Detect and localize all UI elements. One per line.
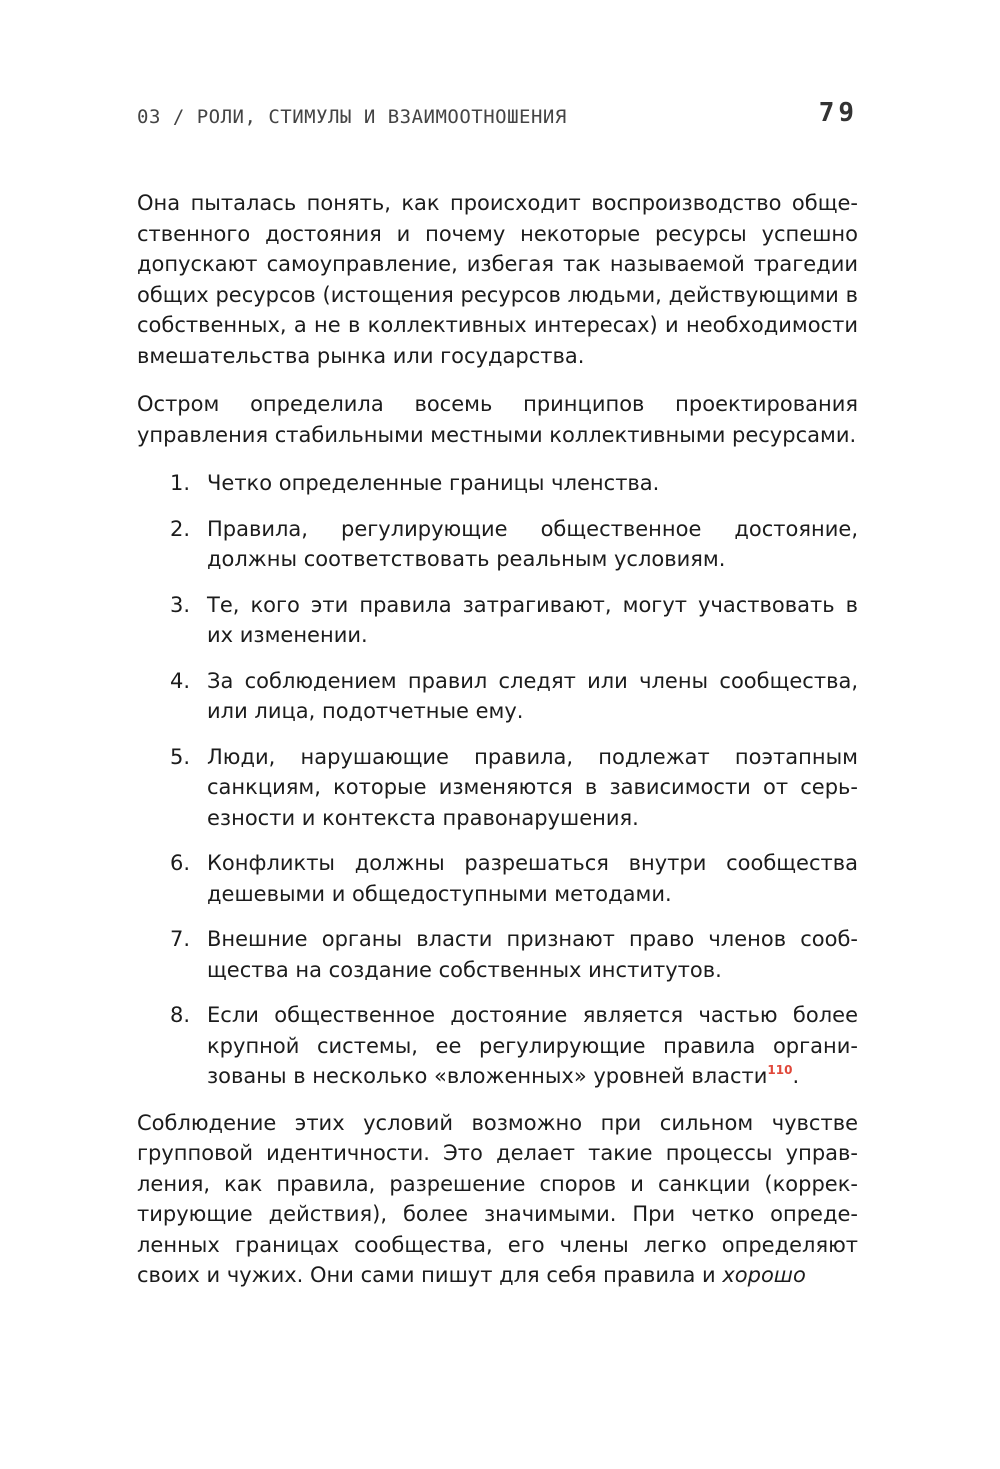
list-item: [137, 468, 858, 499]
list-item: [137, 742, 858, 834]
list-item-number: 8.: [170, 1003, 191, 1027]
list-item-number: 6.: [170, 851, 191, 875]
list-item-text: Четко определенные границы членства.: [207, 471, 660, 495]
list-item: [137, 1000, 858, 1092]
principles-list: [137, 468, 858, 1092]
list-item-text: Люди, нарушающие правила, подлежат поэтапным санкциям, которые изменяются в зависимости от серьезности и контекста правонарушения.: [207, 744, 858, 830]
page-number: 79: [818, 98, 858, 128]
list-item-number: 5.: [170, 744, 191, 769]
list-item-number: 4.: [170, 668, 191, 693]
paragraph-closing: [137, 1108, 858, 1291]
list-item: [137, 848, 858, 909]
list-item-number: 3.: [170, 592, 191, 617]
list-item: [137, 590, 858, 651]
list-item-text: Правила, регулирующие общественное достояние, должны соответствовать реальным условиям.: [207, 516, 858, 571]
chapter-title: 03 / РОЛИ, СТИМУЛЫ И ВЗАИМООТНОШЕНИЯ: [137, 106, 567, 128]
paragraph-principles-lead: Остром определила восемь принципов проектирования управления стабильными местными коллективными ресурсами.: [137, 392, 858, 447]
list-item: [137, 666, 858, 727]
closing-text: Соблюдение этих условий возможно при сильном чувстве групповой идентичности. Это делает такие процессы управления, как правила, разрешение споров и санкции (корректирующие действия), более значимыми. При четко определенных границах сообщества, его члены легко определяют своих и чужих. Они сами пишут для себя правила и: [137, 1110, 858, 1287]
list-item-trailing-punctuation: .: [792, 1064, 800, 1088]
list-item-number: 7.: [170, 927, 191, 951]
list-item-number: 1.: [170, 471, 191, 495]
closing-emphasis: хорошо: [722, 1263, 806, 1287]
list-item-text: За соблюдением правил следят или члены сообщества, или лица, подотчетные ему.: [207, 668, 858, 723]
paragraph-intro: Она пыталась понять, как происходит воспроизводство общественного достояния и почему некоторые ресурсы успешно допускают самоуправление, избегая так называемой трагедии общих ресурсов (истощения ресурсов людьми, действующими в собственных, а не в коллективных интересах) и необходимости вмешательства рынка или государства.: [137, 191, 858, 368]
list-item-text: Те, кого эти правила затрагивают, могут участвовать в их изменении.: [207, 592, 858, 647]
list-item-text: Внешние органы власти признают право членов сообщества на создание собственных институтов.: [207, 927, 858, 982]
list-item-text: Конфликты должны разрешаться внутри сообщества дешевыми и общедоступными методами.: [207, 851, 858, 906]
body-text: [137, 188, 858, 1291]
book-page: [137, 96, 858, 1309]
list-item-number: 2.: [170, 516, 191, 541]
list-item-text: Если общественное достояние является частью более крупной системы, ее регулирующие правила организованы в несколько «вложенных» уровней власти: [207, 1003, 858, 1088]
list-item: [137, 514, 858, 575]
running-header: [137, 96, 858, 142]
list-item: [137, 924, 858, 985]
footnote-reference[interactable]: 110: [767, 1063, 793, 1077]
